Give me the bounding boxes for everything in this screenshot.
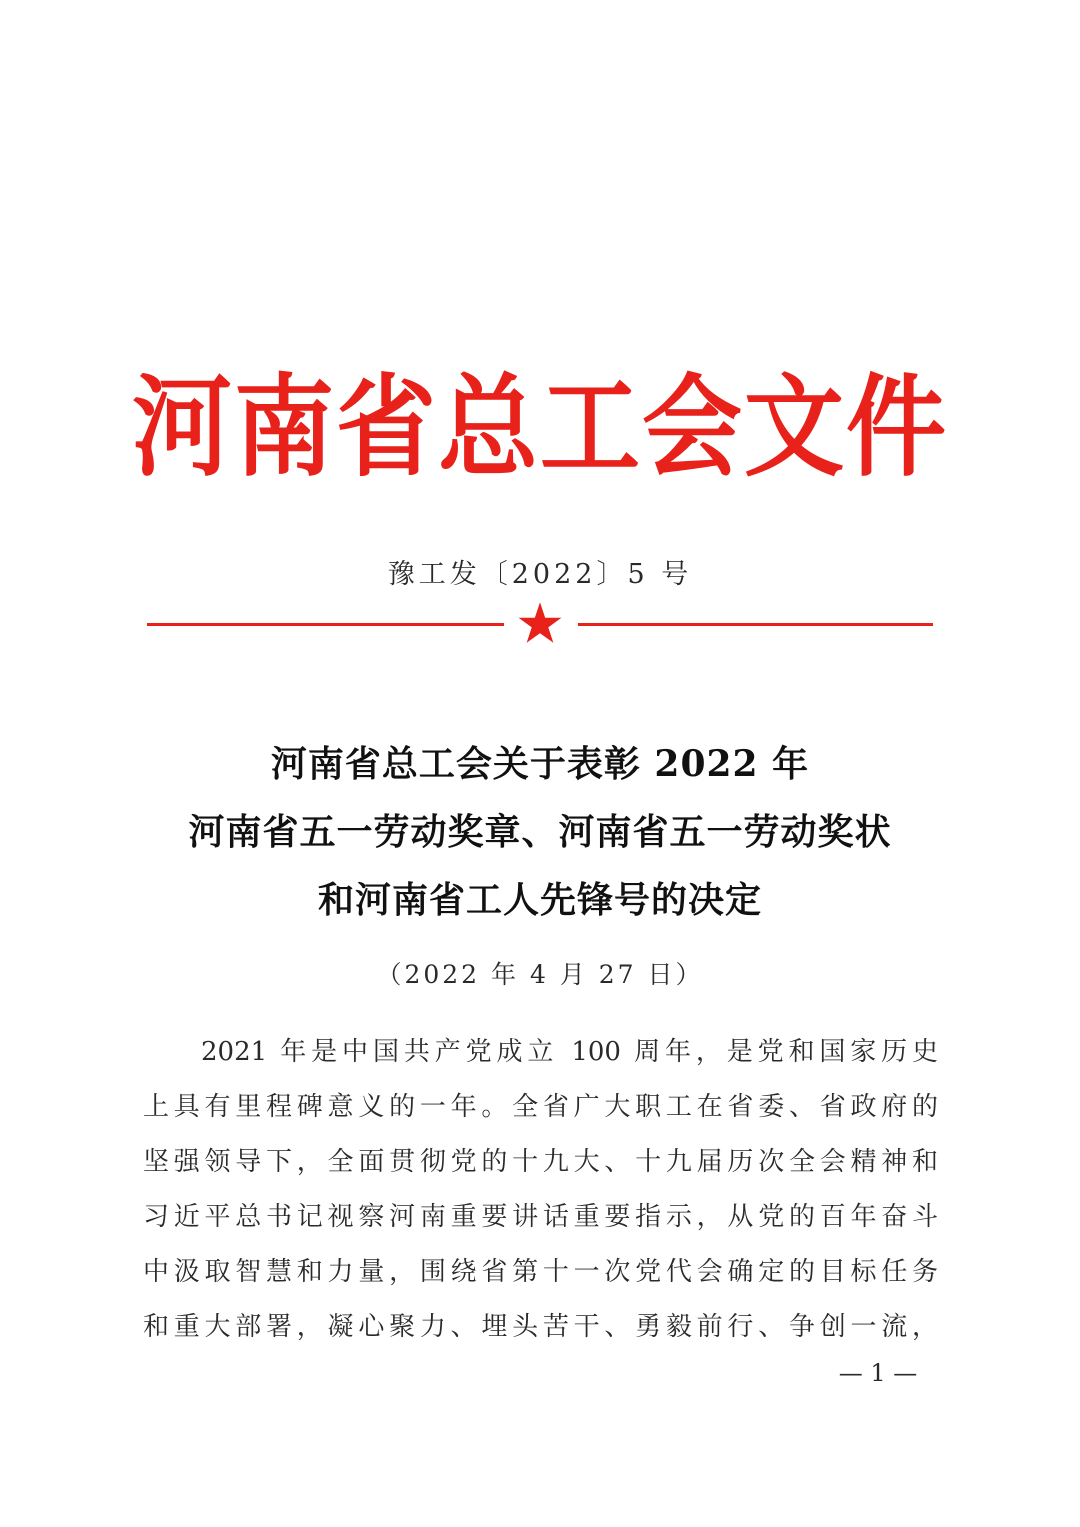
body-line: 坚强领导下，全面贯彻党的十九大、十九届历次全会精神和 xyxy=(143,1147,938,1177)
title-line: 河南省总工会关于表彰 2022 年 xyxy=(270,743,810,785)
page-number: — 1 — xyxy=(838,1359,918,1387)
document-number: 豫工发〔2022〕5 号 xyxy=(387,559,693,590)
body-line: 习近平总书记视察河南重要讲话重要指示，从党的百年奋斗 xyxy=(143,1202,938,1232)
body-line: 中汲取智慧和力量，围绕省第十一次党代会确定的目标任务 xyxy=(143,1257,938,1287)
body-paragraph xyxy=(143,1025,938,1355)
red-divider-left xyxy=(147,623,504,626)
masthead-title: 河南省总工会文件 xyxy=(132,363,948,492)
body-line: 2021 年是中国共产党成立 100 周年，是党和国家历史 xyxy=(201,1037,938,1067)
red-divider-right xyxy=(578,623,933,626)
body-line: 和重大部署，凝心聚力、埋头苦干、勇毅前行、争创一流， xyxy=(143,1312,938,1342)
document-title xyxy=(0,730,1080,934)
title-line: 河南省五一劳动奖章、河南省五一劳动奖状 xyxy=(188,811,892,853)
star-icon xyxy=(517,600,563,646)
document-date: （2022 年 4 月 27 日） xyxy=(376,960,704,989)
title-line: 和河南省工人先锋号的决定 xyxy=(317,879,762,921)
body-line: 上具有里程碑意义的一年。全省广大职工在省委、省政府的 xyxy=(143,1092,938,1122)
